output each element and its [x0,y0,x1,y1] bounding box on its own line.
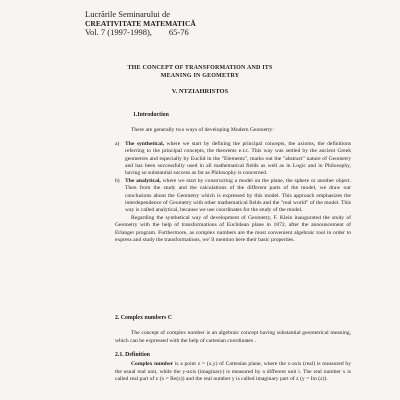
definition-text: is a point z = (x,y) of Cartesian plane, where the x-axis (real) is measured by the usual real unit, while the y-axis (imaginary) is measured by a different unit i. The real number x is called real part of z (x = Re(z)) and the real number y is called imaginary part of z (y = Im (z)). [115,361,351,383]
section-1-heading: 1.Introduction [133,112,169,118]
list-marker-b: b) [115,177,120,184]
paper-title-line-1: THE CONCEPT OF TRANSFORMATION AND ITS [127,65,273,71]
volume-pages-line: Vol. 7 (1997-1998), 65-76 [85,27,189,37]
section-2-1-heading: 2.1. Definition [115,352,150,358]
section-2-heading: 2. Complex numbers C [115,315,173,321]
complex-number-term: Complex number [131,361,174,368]
definition-paragraph [115,361,351,383]
journal-name-line: Lucrările Seminarului de [85,9,170,19]
author-name: V. NTZIAHRISTOS [171,88,229,95]
analytical-description: where we start by constructing a model on the plane, the sphere or another object. Then from the study and the calculations of the different parts of the model, we draw our conclusions about the Geometry which is expressed by this model. This approach emphasizes the interdependence of Geometry with other mathematical fields and the "real world" of the model. This way is called analytical, because we use coordinates for the study of the model. [125,177,351,214]
intro-sentence: There are generally two ways of developing Modern Geometry: [131,127,274,134]
complex-numbers-paragraph: The concept of complex number is an algebraic concept having substantial geometrical meaning, which can be expressed with the help of cartesian coordinates . [115,330,351,344]
list-marker-a: a) [115,140,120,147]
klein-paragraph: Regarding the synthetical way of development of Geometry, F. Klein inaugurated the study of Geometry with the help of transformations of Euclidean plane in 1872, after the announcement of Erlanger program. Furthermore, as complex numbers are the most convenient algebraic tool in order to express and study the transformations, we' ll mention here their basic properties. [115,214,351,244]
section-definition [115,352,351,384]
list-item-synthetical [115,141,351,178]
section-complex-numbers [115,315,351,345]
journal-title-line: CREATIVITATE MATEMATICĂ [85,19,196,28]
paper-title [110,64,290,80]
analytical-term: The analytical, [125,177,161,184]
list-item-analytical [115,178,351,215]
section-introduction [115,112,351,245]
synthetical-description: where we start by defining the principal concepts, the axioms, the definitions referring to the principal concepts, the theorems e.t.c. This way was settled by the ancient Greek geometres and especially by Euclid in the "Elements", marks out the "abstract" nature of Geometry and has been successfully used in all mathematical fields as well as in Logic and in Philosophy, having so substantial success as far as Philosophy is concerned. [125,140,351,177]
synthetical-term: The synthetical, [125,140,165,147]
paper-title-line-2: MEANING IN GEOMETRY [160,73,240,79]
journal-header [85,10,196,37]
